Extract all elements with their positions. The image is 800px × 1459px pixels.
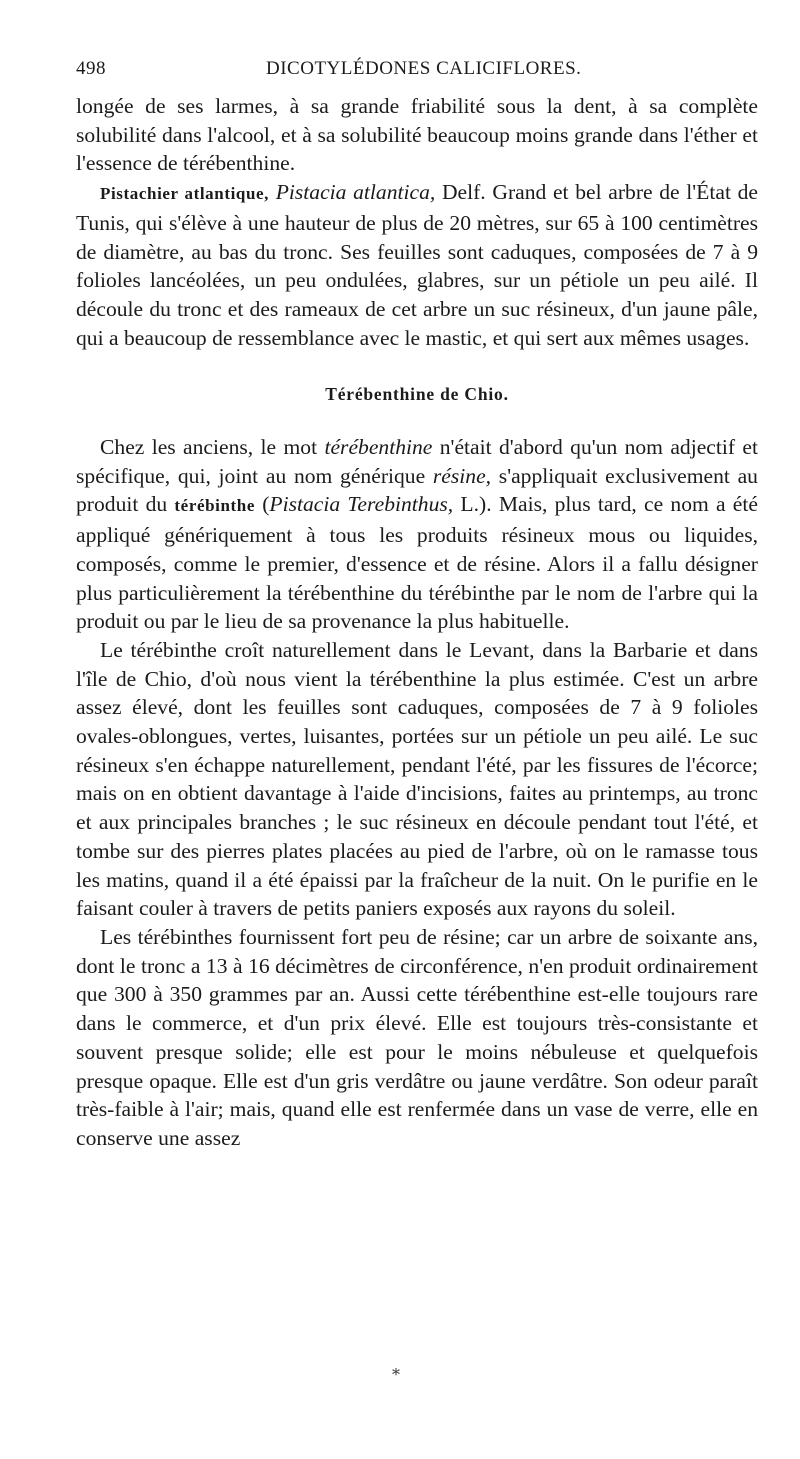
page-header [76,58,758,92]
bold-term: térébinthe [174,496,255,516]
paragraph-resine: Les térébinthes fournissent fort peu de résine; car un arbre de soixante ans, dont le tronc a 13 à 16 décimètres de circonférence, n'en produit ordinairement que 300 à 350 grammes par an. Aussi cette térébenthine est-elle toujours rare dans le commerce, et d'un prix élevé. Elle est toujours très-consistante et souvent presque solide; elle est pour le moins nébuleuse et quelquefois presque opaque. Elle est d'un gris verdâtre ou jaune verdâtre. Son odeur paraît très-faible à l'air; mais, quand elle est renfermée dans un vase de verre, elle en conserve une assez [76,924,758,1150]
entry-latin-name: Pistacia atlantica, [275,180,436,205]
body-text [76,92,758,1153]
signature-mark: * [392,1365,400,1384]
italic-latin-name: Pistacia Terebinthus, [269,492,454,517]
paragraph-pistachier [76,178,758,352]
paragraph-terebinthe: Le térébinthe croît naturellement dans le Levant, dans la Barbarie et dans l'île de Chio, d'où nous vient la térébenthine la plus estimée. C'est un arbre assez élevé, dont les feuilles sont caduques, composées de 7 à 9 folioles ovales-oblongues, vertes, luisantes, portées sur un pétiole un peu ailé. Le suc résineux s'en échappe naturellement, pendant l'été, par les fissures de l'écorce; mais on en obtient davantage à l'aide d'incisions, faites au printemps, au tronc et aux principales branches ; le suc résineux en découle pendant tout l'été, et tombe sur des pierres plates placées au pied de l'arbre, où on le ramasse tous les matins, quand il a été épaissi par la fraîcheur de la nuit. On le purifie en le faisant couler à travers de petits paniers exposés aux rayons du soleil. [76,637,758,921]
paragraph-continuation: longée de ses larmes, à sa grande friabilité sous la dent, à sa complète solubilité dans l'alcool, et à sa solubilité beaucoup moins grande dans l'éther et l'essence de térébenthine. [76,94,758,176]
section-title: Térébenthine de Chio. [325,384,509,405]
italic-term: résine, [432,463,492,488]
text-run: Chez les anciens, le mot [100,435,318,460]
text-run: s'appliquait exclusivement au produit du [76,463,758,517]
italic-term: térébenthine [324,435,433,460]
text-run: ( [262,492,270,517]
page-number: 498 [76,58,106,79]
entry-description: Delf. Grand et bel arbre de l'État de Tunis, qui s'élève à une hauteur de plus de 20 mètres, sur 65 à 100 centimètres de diamètre, au bas du tronc. Ses feuilles sont caduques, composées de 7 à 9 folioles lancéolées, un peu ondulées, glabres, sur un pétiole un peu ailé. Il découle du tronc et des rameaux de cet arbre un suc résineux, d'un jaune pâle, qui a beaucoup de ressemblance avec le mastic, et qui sert aux mêmes usages. [76,180,758,350]
entry-term: Pistachier atlantique, [100,184,270,204]
text-run: L.). Mais, plus tard, ce nom a été appliqué génériquement à tous les produits résineux mous ou liquides, composés, comme le premier, d'essence et de résine. Alors il a fallu désigner plus particulièrement la térébenthine du térébinthe par le nom de l'arbre qui la produit ou par le lieu de sa provenance la plus habituelle. [76,492,758,634]
paragraph-anciens [76,433,758,636]
text-run: n'était d'abord qu'un nom adjectif et spécifique, qui, joint au nom générique [76,435,758,488]
running-title: DICOTYLÉDONES CALICIFLORES. [266,58,582,79]
